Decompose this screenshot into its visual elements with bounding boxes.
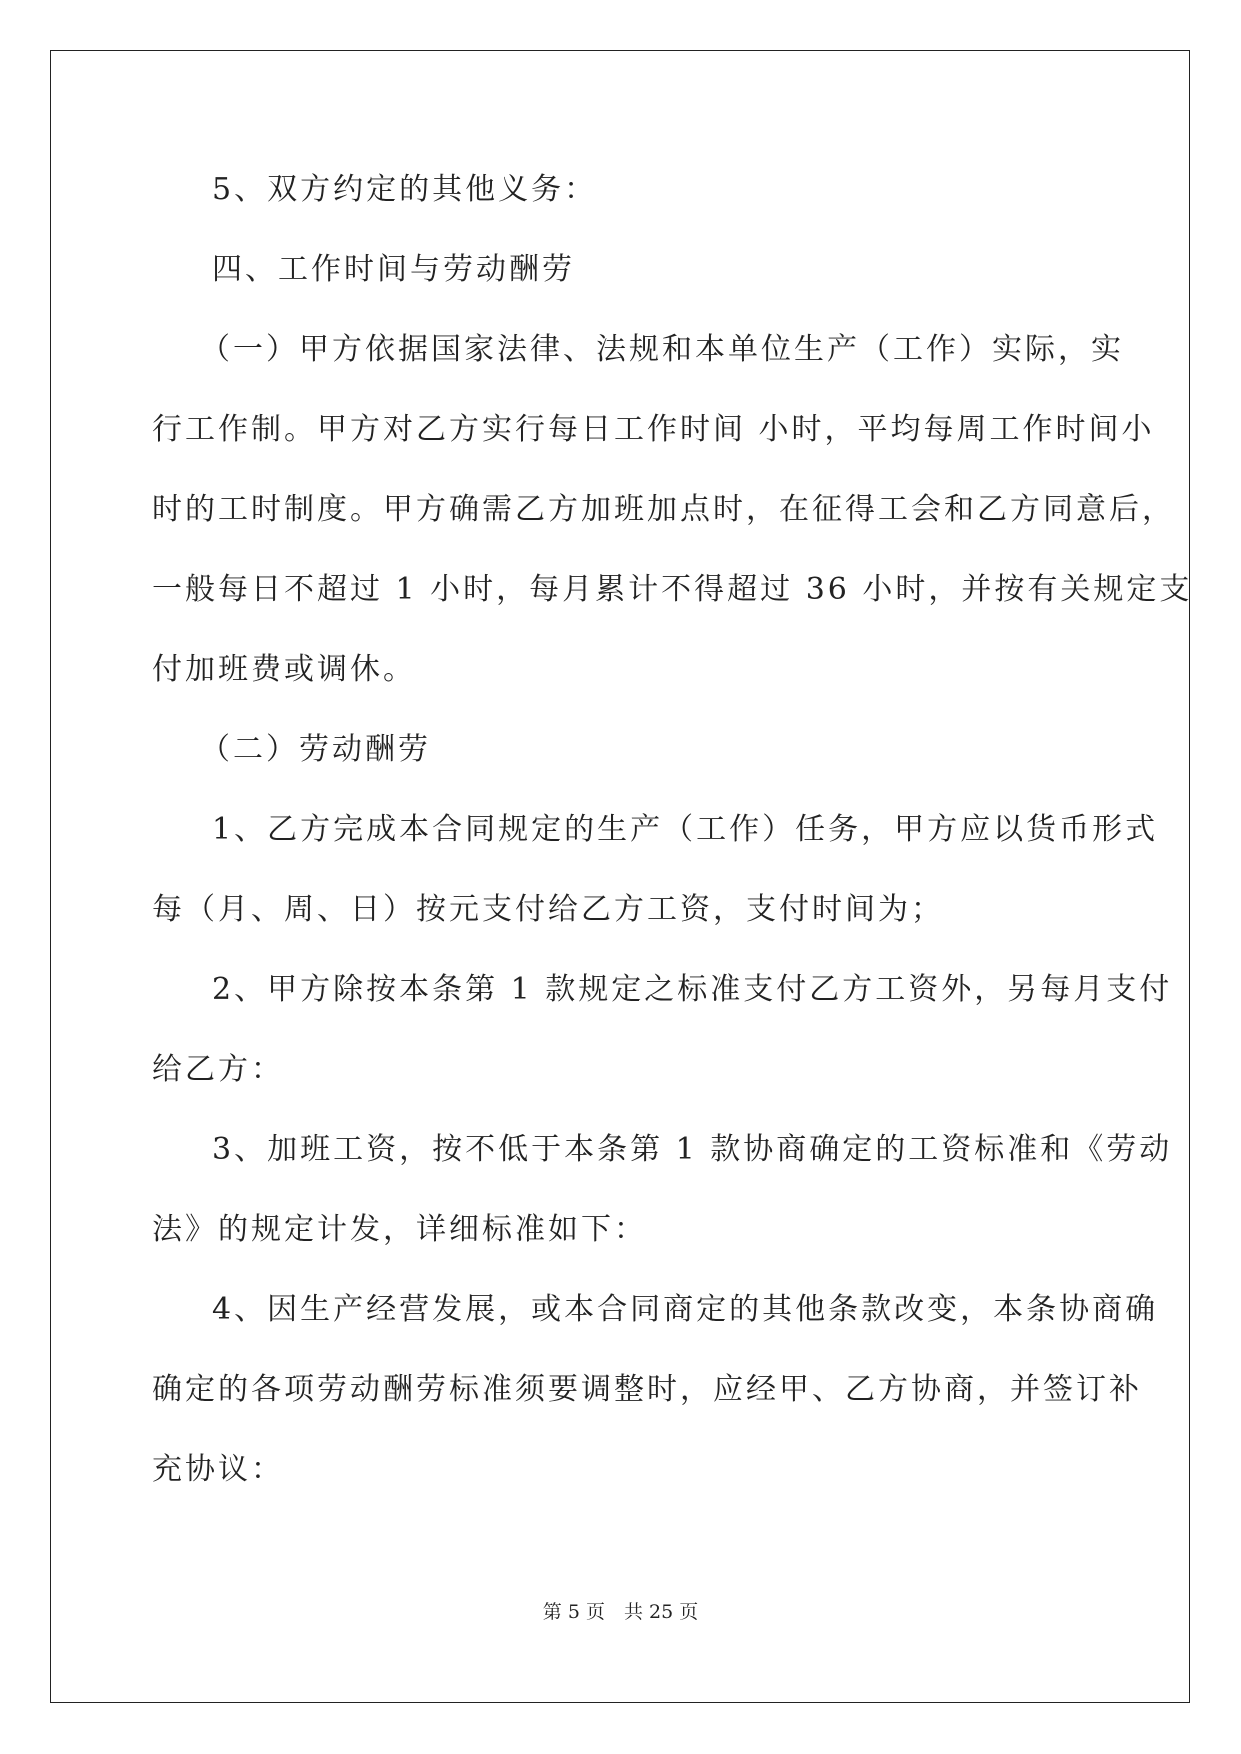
page-number-footer: 第 5 页 共 25 页 <box>542 1601 699 1623</box>
body-line-6: 一般每日不超过 1 小时，每月累计不得超过 36 小时，并按有关规定支 <box>152 572 1193 607</box>
body-line-15: 4、因生产经营发展，或本合同商定的其他条款改变，本条协商确 <box>212 1292 1159 1327</box>
body-line-1: 5、双方约定的其他义务： <box>212 172 598 207</box>
body-line-17: 充协议： <box>152 1452 284 1487</box>
body-line-16: 确定的各项劳动酬劳标准须要调整时，应经甲、乙方协商，并签订补 <box>152 1372 1142 1407</box>
subsection-heading: （二）劳动酬劳 <box>200 732 431 767</box>
section-heading: 四、工作时间与劳动酬劳 <box>212 252 575 287</box>
body-line-14: 法》的规定计发，详细标准如下： <box>152 1212 647 1247</box>
body-line-13: 3、加班工资，按不低于本条第 1 款协商确定的工资标准和《劳动 <box>212 1132 1173 1167</box>
body-line-11: 2、甲方除按本条第 1 款规定之标准支付乙方工资外，另每月支付 <box>212 972 1173 1007</box>
body-line-9: 1、乙方完成本合同规定的生产（工作）任务，甲方应以货币形式 <box>212 812 1159 847</box>
body-line-3: （一）甲方依据国家法律、法规和本单位生产（工作）实际，实 <box>200 332 1124 367</box>
body-line-7: 付加班费或调休。 <box>152 652 416 687</box>
body-line-12: 给乙方： <box>152 1052 284 1087</box>
body-line-4: 行工作制。甲方对乙方实行每日工作时间 小时，平均每周工作时间小 <box>152 412 1155 447</box>
body-line-10: 每（月、周、日）按元支付给乙方工资，支付时间为； <box>152 892 944 927</box>
body-line-5: 时的工时制度。甲方确需乙方加班加点时，在征得工会和乙方同意后， <box>152 492 1175 527</box>
